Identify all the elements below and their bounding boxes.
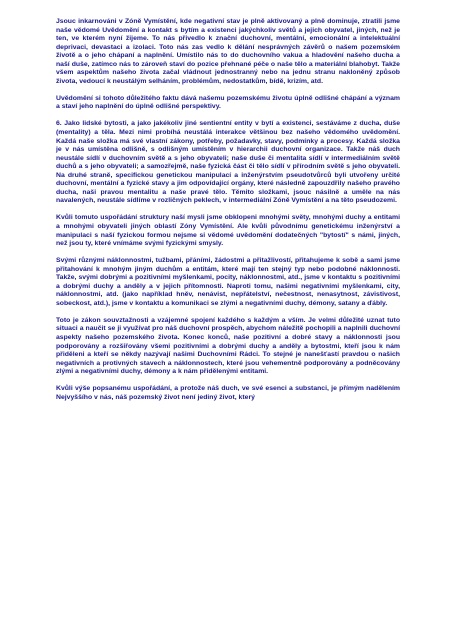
document-page [56,18,400,411]
paragraph-6: Toto je zákon souvztažnosti a vzájemné spojení každého s každým a vším. Je velmi důležité uznat tuto situaci a naučit se ji využívat pro náš duchovní prospěch, abychom náležitě pochopili a naplnili duchovní aspekty našeho pozemského života. Konec konců, naše pozitivní a dobré stavy a náklonnosti jsou podporovány a rozšiřovány všemi pozitivními a dobrými duchy a anděly a bytostmi, kteří jsou k nám přiděleni a kteří se někdy nazývají našimi Duchovními Rádci. To stejné je nanešťastí pravdou o našich negativních a protivných stavech a náklonnostech, které jsou vehementně podporovány a podněcovány zlými a negativními duchy, démony a k nám přidělenými entitami. [56,316,400,376]
paragraph-2: Uvědomění si tohoto důležitého faktu dává našemu pozemskému životu úplně odlišné chápání a význam a staví jeho naplnění do úplně odlišné perspektivy. [56,94,400,111]
paragraph-5: Svými různými náklonnostmi, tužbami, přáními, žádostmi a přitažlivostí, přitahujeme k sobě a sami jsme přitahování k mnohým jiným duchům a entitám, které mají ten stejný typ nebo podobné náklonnosti. Takže, svými dobrými a pozitivními myšlenkami, pocity, náklonnostmi, atd., jsme v kontaktu s pozitivními a dobrými duchy a anděly a v jejich přítomnosti. Naproti tomu, našimi negativními myšlenkami, city, náklonnostmi, atd. (jako například hněv, nenávist, nepřátelství, nečestnost, nenasytnost, závistivost, sobeckost, atd.), jsme v kontaktu a komunikaci se zlými a negativními duchy, démony, satany a ďábly. [56,257,400,307]
paragraph-7: Kvůli výše popsanému uspořádání, a protože náš duch, ve své esenci a substanci, je přímým nadělením Nejvyššího v nás, náš pozemský život není jediný život, který [56,385,400,401]
paragraph-4: Kvůli tomuto uspořádání struktury naší mysli jsme obklopeni mnohými světy, mnohými duchy a entitami a mnohými obyvateli jiných oblastí Zóny Vymístění. Ale kvůli původnímu genetickému inženýrství a manipulaci s naší fyzickou formou nejsme si vědomé uvědomění dodatečných "bytostí" s námi, jiných, než jsou ty, které vnímáme svými fyzickými smysly. [56,214,400,248]
paragraph-1: Jsouc inkarnováni v Zóně Vymístění, kde negativní stav je plně aktivovaný a plně dominuje, ztratili jsme naše vědomé Uvědomění a kontakt s bytím a existenci jakýchkoliv světů a jejich obyvatel, jiných, než je ten, ve kterém nyní žijeme. To nás přivedlo k znační duchovní, mentální, emocionální a intelektuální deprivaci, devastaci a izolaci. Toto nás zas vedlo k dělání nesprávných závěrů o našem pozemském životě a o jeho chápaní a naplnění. Umístilo nás to do duchovního vakua a hladovění našeho ducha a naší duše, zatímco nás to zároveň staví do pozice přehnané péče o naše tělo a materiální blahobyt. Takže všem aspektům našeho života začal vládnout jednostranný nebo na jednu stranu nakloněný způsob života, vedoucí k neustálým selháním, problémům, nedostatkům, bídě, krizím, atd. [56,18,400,85]
paragraph-3: 6. Jako lidské bytosti, a jako jakékoliv jiné sentientní entity v bytí a existenci, sestáváme z ducha, duše (mentality) a těla. Mezi nimi probíhá neustálá interakce většinou bez našeho vědomého uvědomění. Každá naše složka má své vlastní zákony, potřeby, požadavky, stavy, podmínky a procesy. Každá složka je v nás umístěna odlišně, s odlišným umístěním v hierarchii duchovní organizace. Takže náš duch neustále sídlí v duchovním světě a s jeho obyvateli; naše duše či mentalita sídlí v intermediálním světě duchů a s jeho obyvateli; a samozřejmě, naše fyzická část či tělo sídlí v přírodním světě s jeho obyvateli. Na druhé straně, specifickou genetickou manipulací a inženýrstvím pseudotvůrců byli utvořeny určité duchovní, mentální a fyzické stavy a jim odpovídající orgány, které následně zapouzdřily našeho pravého ducha, naši pravou mentalitu a naše pravé tělo. Těmito složkami, jsouc násilně a uměle na nás navalených, neustále sídlíme v rozličných peklech, v intermediální Zóně Vymístění a na těto pseudozemi. [56,120,400,205]
